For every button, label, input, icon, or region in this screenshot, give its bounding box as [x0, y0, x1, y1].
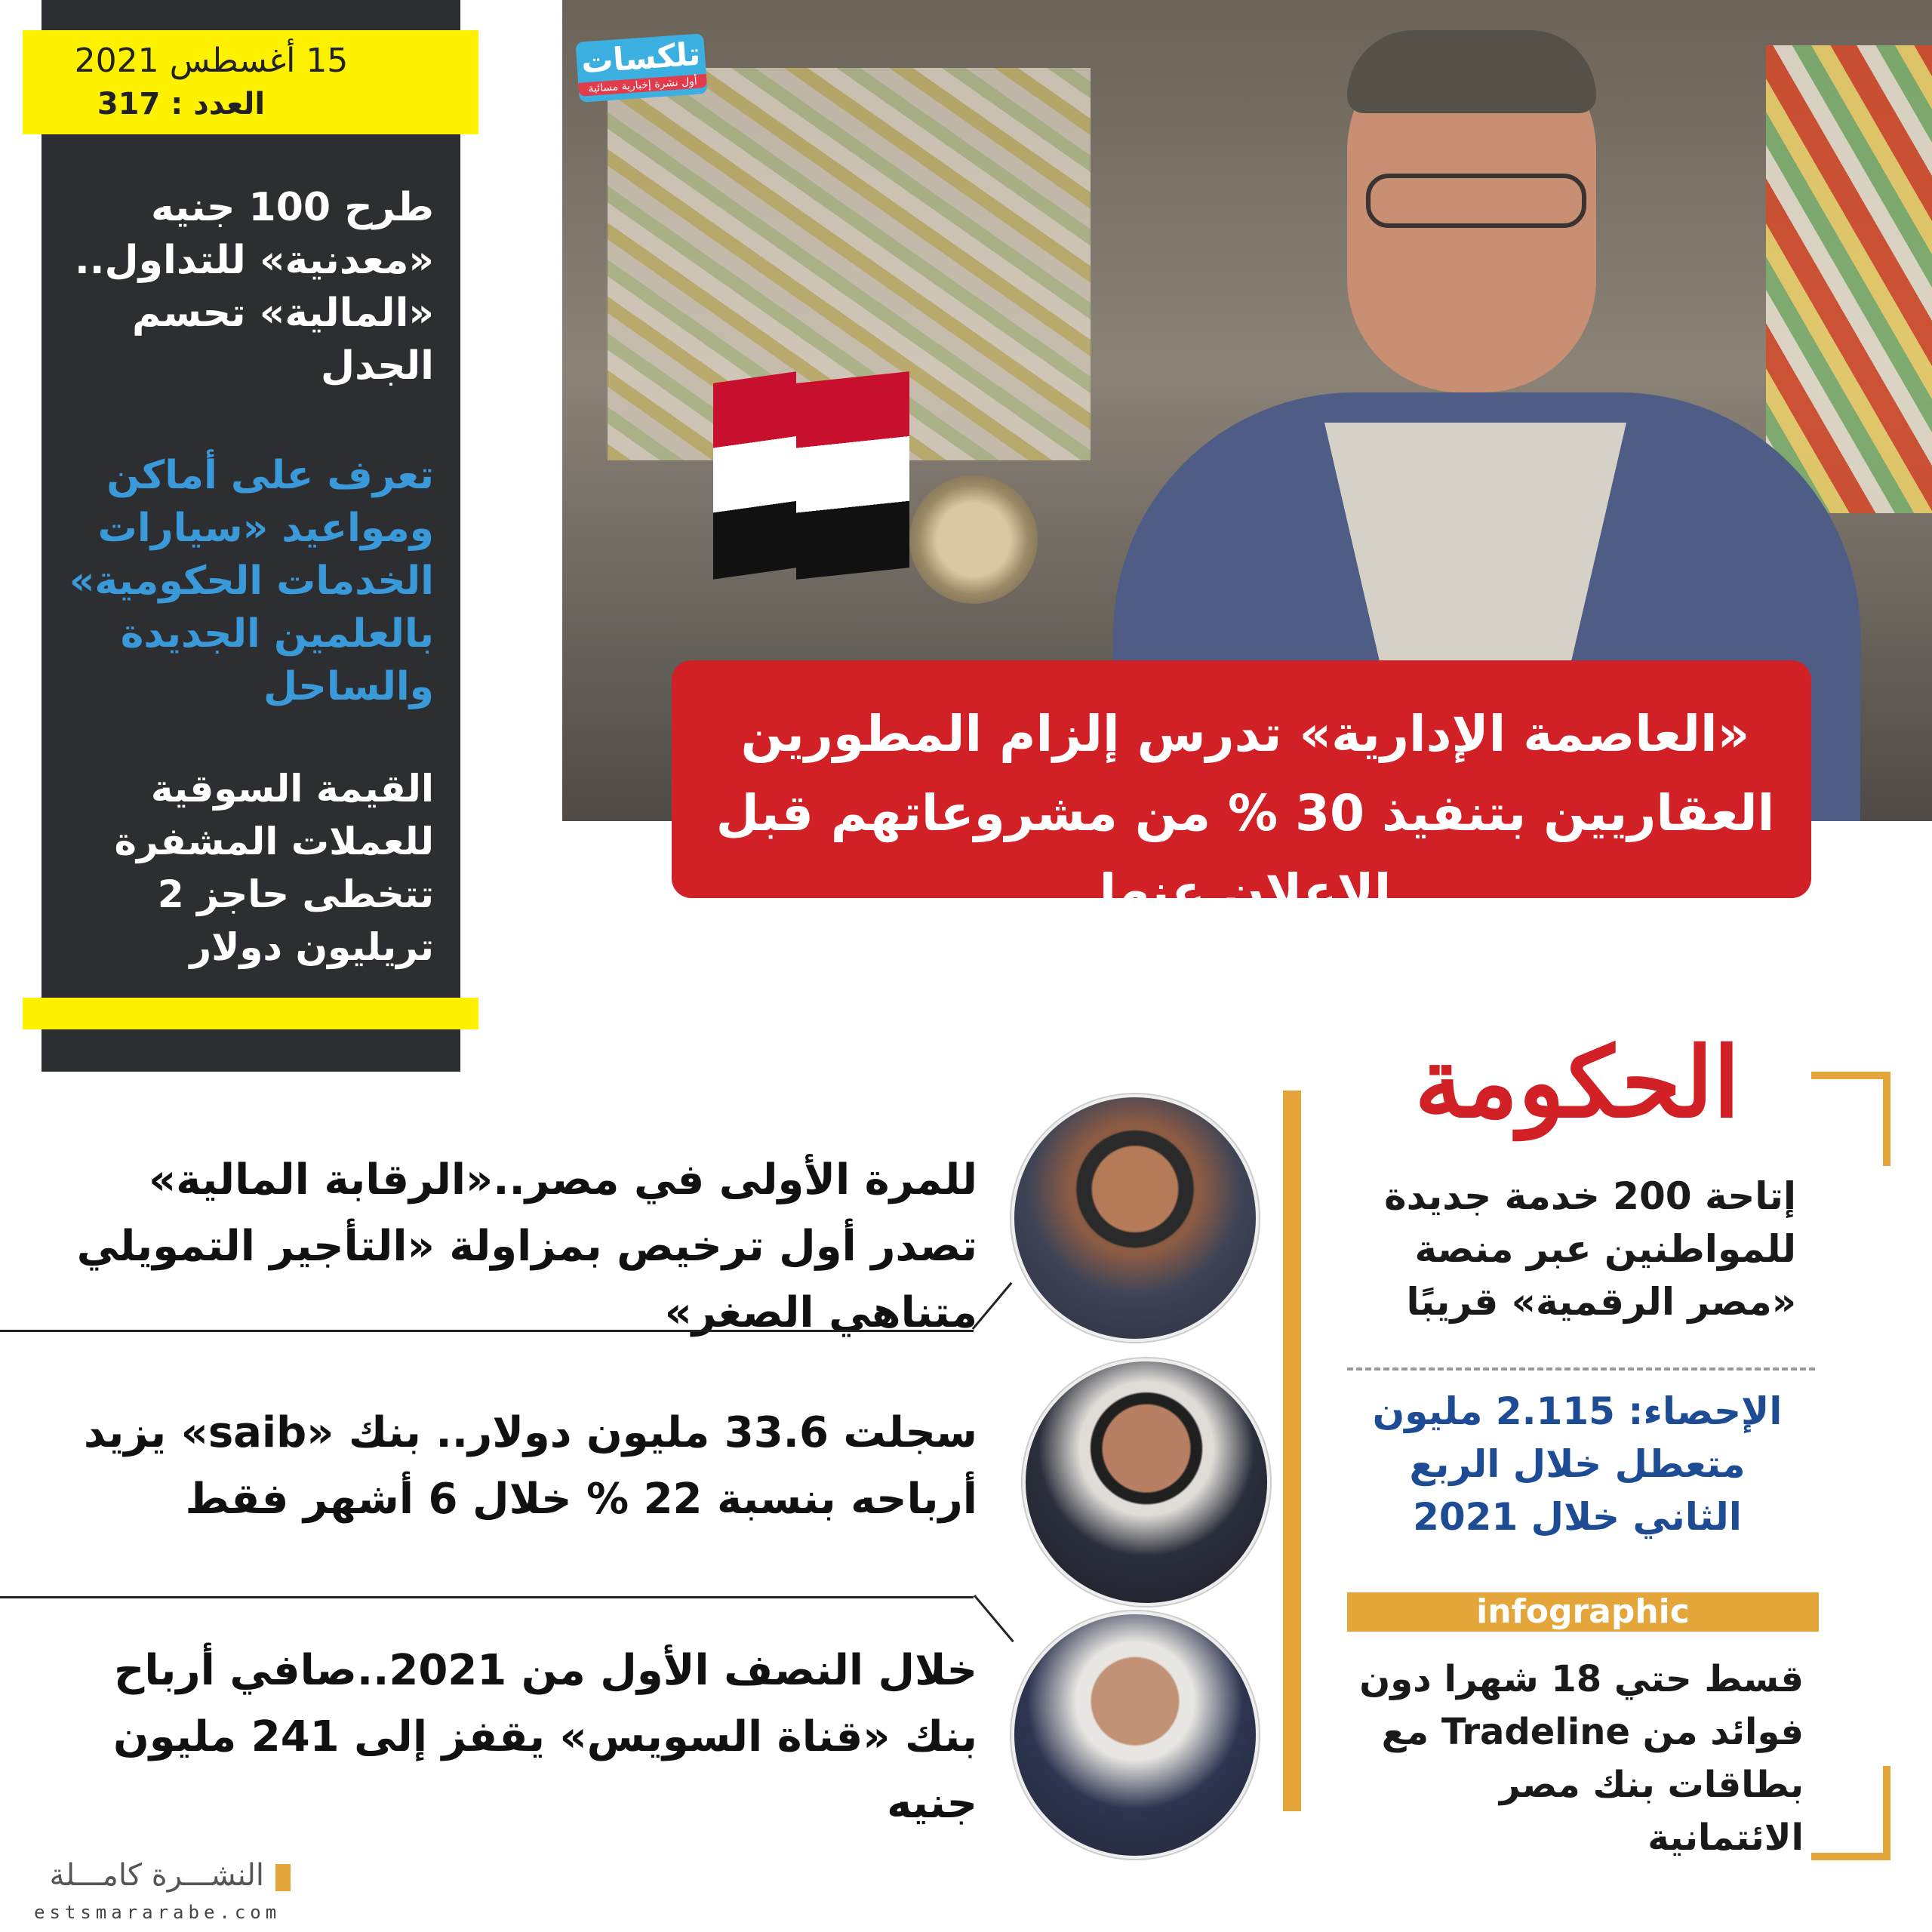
- sidebar-bottom-bar: [23, 998, 478, 1029]
- sidebar-story-crypto[interactable]: القيمة السوقية للعملات المشفرة تتخطى حاجز 2 تريليون دولار: [114, 767, 434, 969]
- gov-story-digital-egypt[interactable]: إتاحة 200 خدمة جديدة للمواطنين عبر منصة «مصر الرقمية» قريبًا: [1384, 1174, 1796, 1324]
- logo-name: تلكسات: [580, 35, 702, 81]
- dashed-divider: [1347, 1367, 1815, 1371]
- sidebar-story-service-cars[interactable]: تعرف على أماكن ومواعيد «سيارات الخدمات الحكومية» بالعلمين الجديدة والساحل: [69, 453, 434, 709]
- corner-bracket-bottom: [1811, 1766, 1890, 1860]
- person-hair: [1347, 30, 1596, 113]
- medal-plaque: [909, 475, 1038, 604]
- story-saib-bank[interactable]: سجلت 33.6 مليون دولار.. بنك «saib» يزيد أرباحه بنسبة 22 % خلال 6 أشهر فقط: [83, 1408, 977, 1524]
- story-financial-regulator[interactable]: للمرة الأولى في مصر..«الرقابة المالية» تصدر أول ترخيص بمزاولة «التأجير التمويلي متناهي الصغر»: [76, 1155, 977, 1337]
- glasses-icon: [1366, 174, 1586, 228]
- footer-link[interactable]: النشـــرة كامـــلة: [49, 1858, 264, 1893]
- corner-bracket-top: [1811, 1072, 1890, 1166]
- avatar: [1011, 1094, 1259, 1342]
- avatar: [1011, 1611, 1259, 1859]
- gov-story-unemployment[interactable]: الإحصاء: 2.115 مليون متعطل خلال الربع الثاني خلال 2021: [1372, 1389, 1783, 1539]
- wall-art-right: [1766, 45, 1932, 513]
- separator-connector: [972, 1282, 1013, 1330]
- column-divider: [1283, 1091, 1301, 1811]
- main-headline[interactable]: «العاصمة الإدارية» تدرس إلزام المطورين العقاريين بتنفيذ 30 % من مشروعاتهم قبل الإعلان عنها: [715, 705, 1775, 921]
- gov-story-installments[interactable]: قسط حتي 18 شهرا دون فوائد من Tradeline مع بطاقات بنك مصر الائتمانية: [1359, 1658, 1804, 1859]
- story-suez-canal-bank[interactable]: خلال النصف الأول من 2021..صافي أرباح بنك «قناة السويس» يقفز إلى 241 مليون جنيه: [112, 1646, 977, 1828]
- logo-tagline: أول نشرة إخبارية مسائية: [578, 74, 707, 97]
- issue-date: 15 أغسطس 2021: [74, 42, 349, 80]
- separator-connector: [974, 1595, 1014, 1642]
- sidebar-story-coins[interactable]: طرح 100 جنيه «معدنية» للتداول.. «المالية» تحسم الجدل: [75, 185, 434, 389]
- story-separator: [0, 1596, 974, 1598]
- brand-logo[interactable]: [575, 33, 707, 103]
- egypt-flag-icon: [713, 371, 796, 579]
- infographic-label: infographic: [1347, 1592, 1819, 1632]
- story-separator: [0, 1330, 974, 1332]
- avatar: [1023, 1358, 1270, 1606]
- issue-number: العدد : 317: [97, 87, 266, 122]
- egypt-flag-icon: [796, 371, 909, 580]
- footer-url[interactable]: estsmararabe.com: [34, 1902, 281, 1923]
- footer-mark-icon: [275, 1864, 291, 1891]
- section-title: الحكومة: [1414, 1026, 1740, 1140]
